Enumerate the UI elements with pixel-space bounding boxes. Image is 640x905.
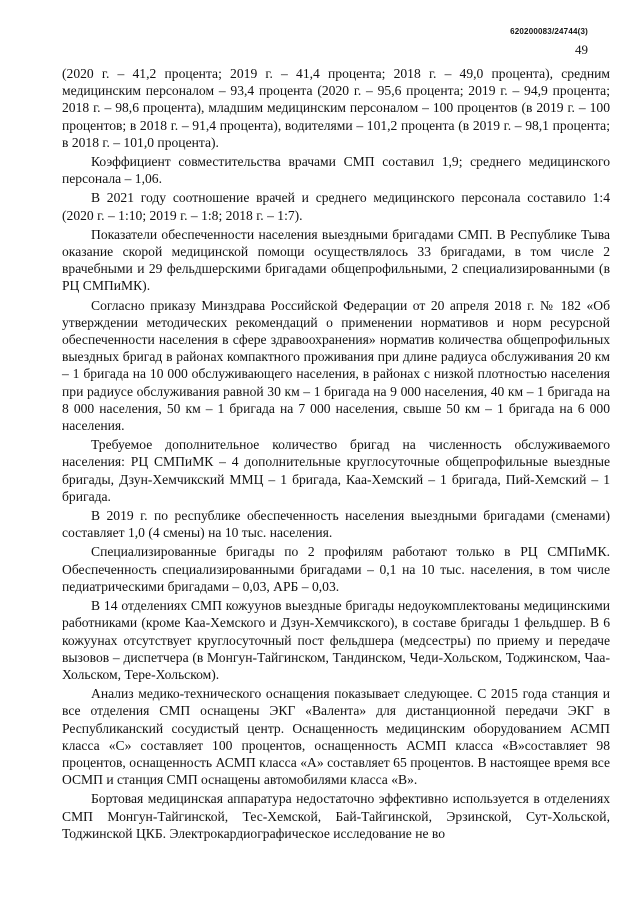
paragraph-staffing-continued: (2020 г. – 41,2 процента; 2019 г. – 41,4 процента; 2018 г. – 49,0 процента), средним медицинским персоналом – 93,4 процента (2020 г. – 95,6 процента; 2019 г. – 94,9 процента; 2018 г. – 98,6 процента), младшим медицинским персоналом – 100 процентов (в 2019 г. – 100 процентов; в 2018 г. – 91,4 процента), водителями – 101,2 процента (в 2019 г. – 98,1 процента; в 2018 г. – 101,0 процента). <box>62 66 610 150</box>
paragraph-required-brigades: Требуемое дополнительное количество бригад на численность обслуживаемого населения: РЦ СМПиМК – 4 дополнительные круглосуточные общепрофильные выездные бригады, Дзун-Хемчикский ММЦ – 1 бригада, Каа-Хемский – 1 бригада, Пий-Хемский – 1 бригада. <box>62 437 610 504</box>
page-number: 49 <box>575 42 588 57</box>
paragraph-ministry-order: Согласно приказу Минздрава Российской Федерации от 20 апреля 2018 г. № 182 «Об утверждении методических рекомендаций о применении нормативов и норм ресурсной обеспеченности населения в сфере здравоохранения» норматив количества общепрофильных выездных бригад в районах компактного проживания при длине радиуса обслуживания 20 км – 1 бригада на 10 000 обслуживающего населения, в районах с низкой плотностью населения при радиусе обслуживания равной 30 км – 1 бригада на 9 000 населения, 40 км – 1 бригада на 8 000 населения, 50 км – 1 бригада на 7 000 населения, свыше 50 км – 1 бригада на 6 000 населения. <box>62 297 610 434</box>
body-text <box>62 65 610 844</box>
paragraph-specialized-brigades: Специализированные бригады по 2 профилям работают только в РЦ СМПиМК. Обеспеченность специализированными бригадами – 0,1 на 10 тыс. населения, в том числе педиатрическими бригадами – 0,03, АРБ – 0,03. <box>62 544 610 594</box>
paragraph-understaffing: В 14 отделениях СМП кожуунов выездные бригады недоукомплектованы медицинскими работниками (кроме Каа-Хемского и Дзун-Хемчикского), в составе бригады 1 фельдшер. В 6 кожуунах отсутствует круглосуточный пост фельдшера (медсестры) по приему и передаче вызовов – диспетчера (в Монгун-Тайгинском, Тандинском, Чеди-Хольском, Тоджинском, Чаа-Хольском, Тере-Хольском). <box>62 598 610 682</box>
paragraph-staff-ratio: В 2021 году соотношение врачей и среднего медицинского персонала составило 1:4 (2020 г. – 1:10; 2019 г. – 1:8; 2018 г. – 1:7). <box>62 190 610 223</box>
paragraph-onboard-equipment: Бортовая медицинская аппаратура недостаточно эффективно используется в отделениях СМП Монгун-Тайгинской, Тес-Хемской, Бай-Тайгинской, Эрзинской, Сут-Хольской, Тоджинской ЦКБ. Электрокардиографическое исследование не во <box>62 791 610 841</box>
paragraph-2019-provision: В 2019 г. по республике обеспеченность населения выездными бригадами (сменами) составляет 1,0 (4 смены) на 10 тыс. населения. <box>62 508 610 541</box>
paragraph-brigade-provision: Показатели обеспеченности населения выездными бригадами СМП. В Республике Тыва оказание скорой медицинской помощи осуществлялось 33 бригадами, в том числе 2 врачебными и 29 фельдшерскими бригадами общепрофильными, 2 специализированными (в РЦ СМПиМК). <box>62 226 610 294</box>
paragraph-equipment-analysis: Анализ медико-технического оснащения показывает следующее. С 2015 года станция и все отделения СМП оснащены ЭКГ «Валента» для дистанционной передачи ЭКГ в Республиканский сосудистый центр. Оснащенность медицинским оборудованием АСМП класса «С» составляет 100 процентов, оснащенность АСМП класса «В»составляет 98 процентов, оснащенность АСМП класса «А» составляет 65 процентов. В настоящее время все ОСМП и станция СМП оснащены автомобилями класса «В». <box>62 686 610 788</box>
paragraph-combination-coefficient: Коэффициент совместительства врачами СМП составил 1,9; среднего медицинского персонала – 1,06. <box>62 154 610 187</box>
document-code: 620200083/24744(3) <box>510 27 588 36</box>
